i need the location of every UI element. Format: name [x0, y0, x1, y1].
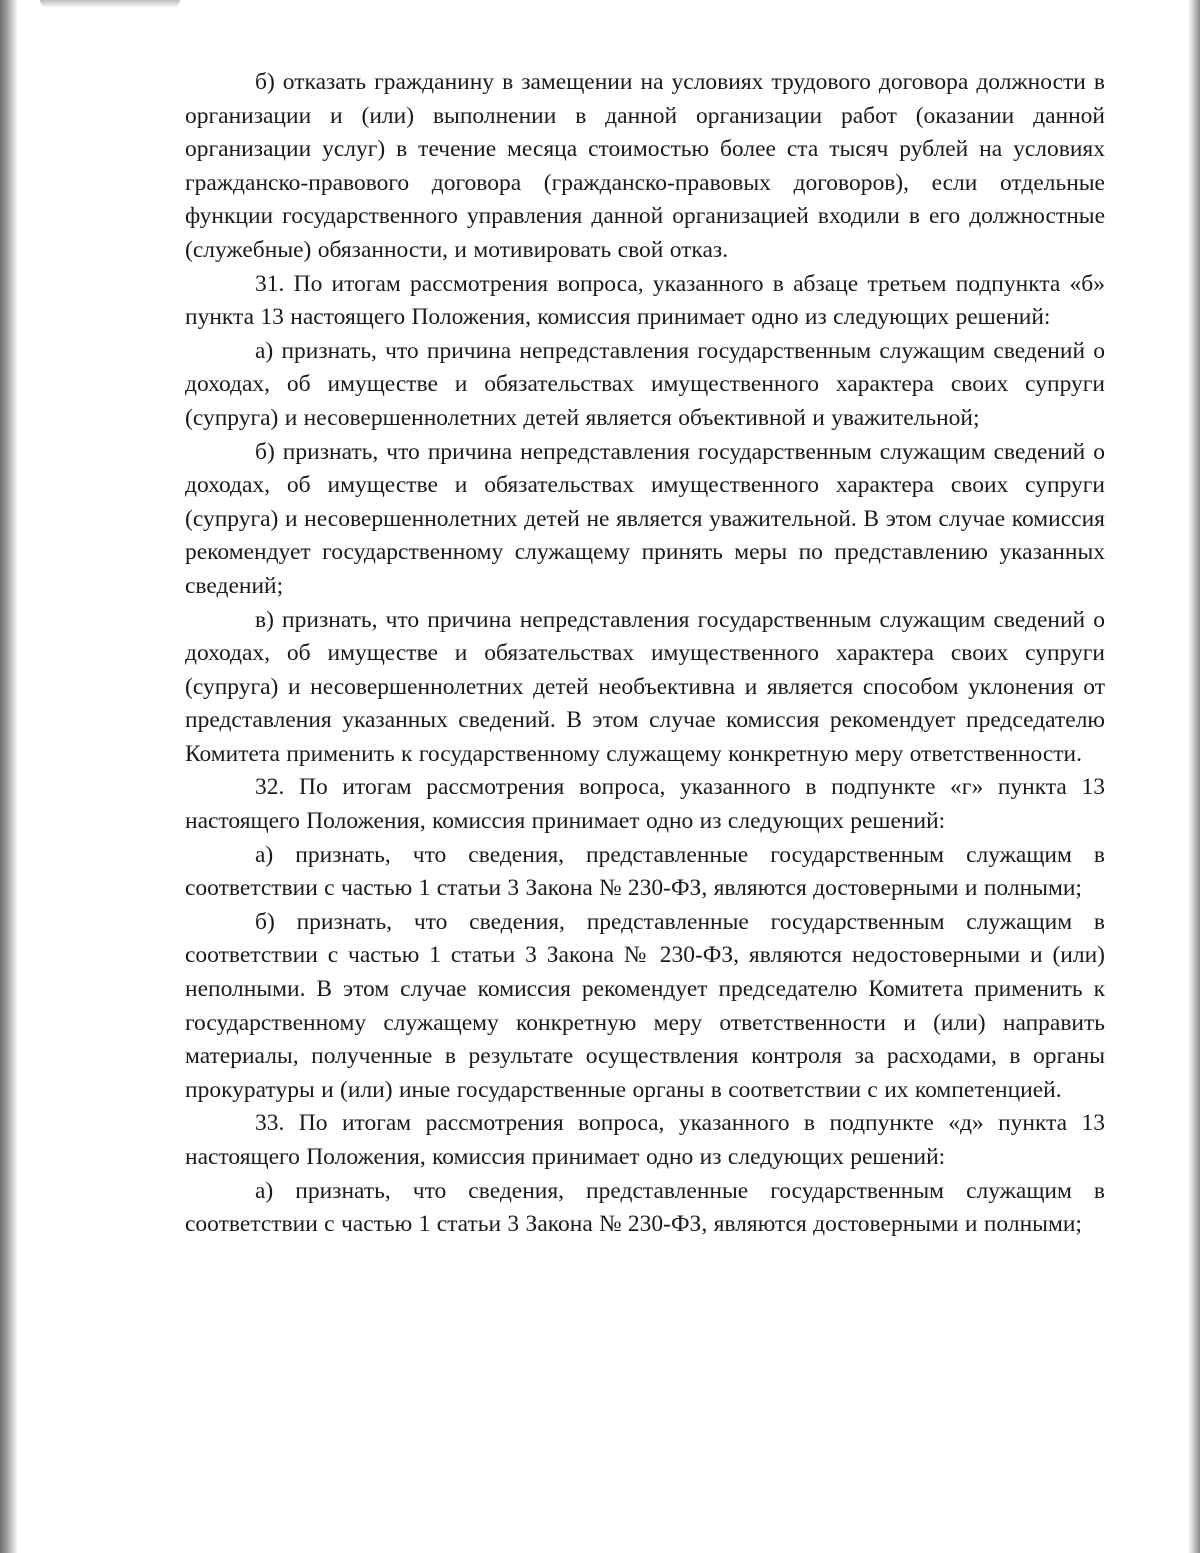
paragraph-31-b: б) признать, что причина непредставления государственным служащим сведений о доходах, об имуществе и обязательствах имущественного характера своих супруги (супруга) и несовершеннолетних детей не является уважительной. В этом случае комиссия рекомендует государственному служащему принять меры по представлению указанных сведений; — [185, 438, 1105, 599]
paragraph-33-intro: 33. По итогам рассмотрения вопроса, указанного в подпункте «д» пункта 13 настоящего Положения, комиссия принимает одно из следующих решений: — [185, 1110, 1105, 1170]
scan-shadow-right — [1188, 0, 1200, 1553]
paragraph-32-intro: 32. По итогам рассмотрения вопроса, указанного в подпункте «г» пункта 13 настоящего Положения, комиссия принимает одно из следующих решений: — [185, 774, 1105, 835]
paragraph-31-a: а) признать, что причина непредставления государственным служащим сведений о доходах, об имуществе и обязательствах имущественного характера своих супруги (супруга) и несовершеннолетних детей является объективной и уважительной; — [185, 337, 1105, 431]
document-body — [185, 66, 1105, 1242]
scan-shadow-left — [0, 0, 18, 1553]
paragraph-31-v: в) признать, что причина непредставления государственным служащим сведений о доходах, об имуществе и обязательствах имущественного характера своих супруги (супруга) и несовершеннолетних детей необъективна и является способом уклонения от представления указанных сведений. В этом случае комиссия рекомендует председателю Комитета применить к государственному служащему конкретную меру ответственности. — [185, 606, 1105, 767]
paragraph-32-b: б) признать, что сведения, представленные государственным служащим в соответствии с частью 1 статьи 3 Закона № 230-ФЗ, являются недостоверными и (или) неполными. В этом случае комиссия рекомендует председателю Комитета применить к государственному служащему конкретную меру ответственности и (или) направить материалы, полученные в результате осуществления контроля за расходами, в органы прокуратуры и (или) иные государственные органы в соответствии с их компетенцией. — [185, 908, 1105, 1103]
paragraph-31-intro: 31. По итогам рассмотрения вопроса, указанного в абзаце третьем подпункта «б» пункта 13 настоящего Положения, комиссия принимает одно из следующих решений: — [185, 270, 1105, 331]
paragraph-refuse-citizen: б) отказать гражданину в замещении на условиях трудового договора должности в организации и (или) выполнении в данной организации работ (оказании данной организации услуг) в течение месяца стоимостью более ста тысяч рублей на условиях гражданско-правового договора (гражданско-правовых договоров), если отдельные функции государственного управления данной организацией входили в его должностные (служебные) обязанности, и мотивировать свой отказ. — [185, 69, 1105, 263]
paragraph-33-a: а) признать, что сведения, представленные государственным служащим в соответствии с частью 1 статьи 3 Закона № 230-ФЗ, являются достоверными и полными; — [185, 1177, 1105, 1238]
scan-shadow-top — [40, 0, 180, 8]
paragraph-32-a: а) признать, что сведения, представленные государственным служащим в соответствии с частью 1 статьи 3 Закона № 230-ФЗ, являются достоверными и полными; — [185, 841, 1105, 902]
